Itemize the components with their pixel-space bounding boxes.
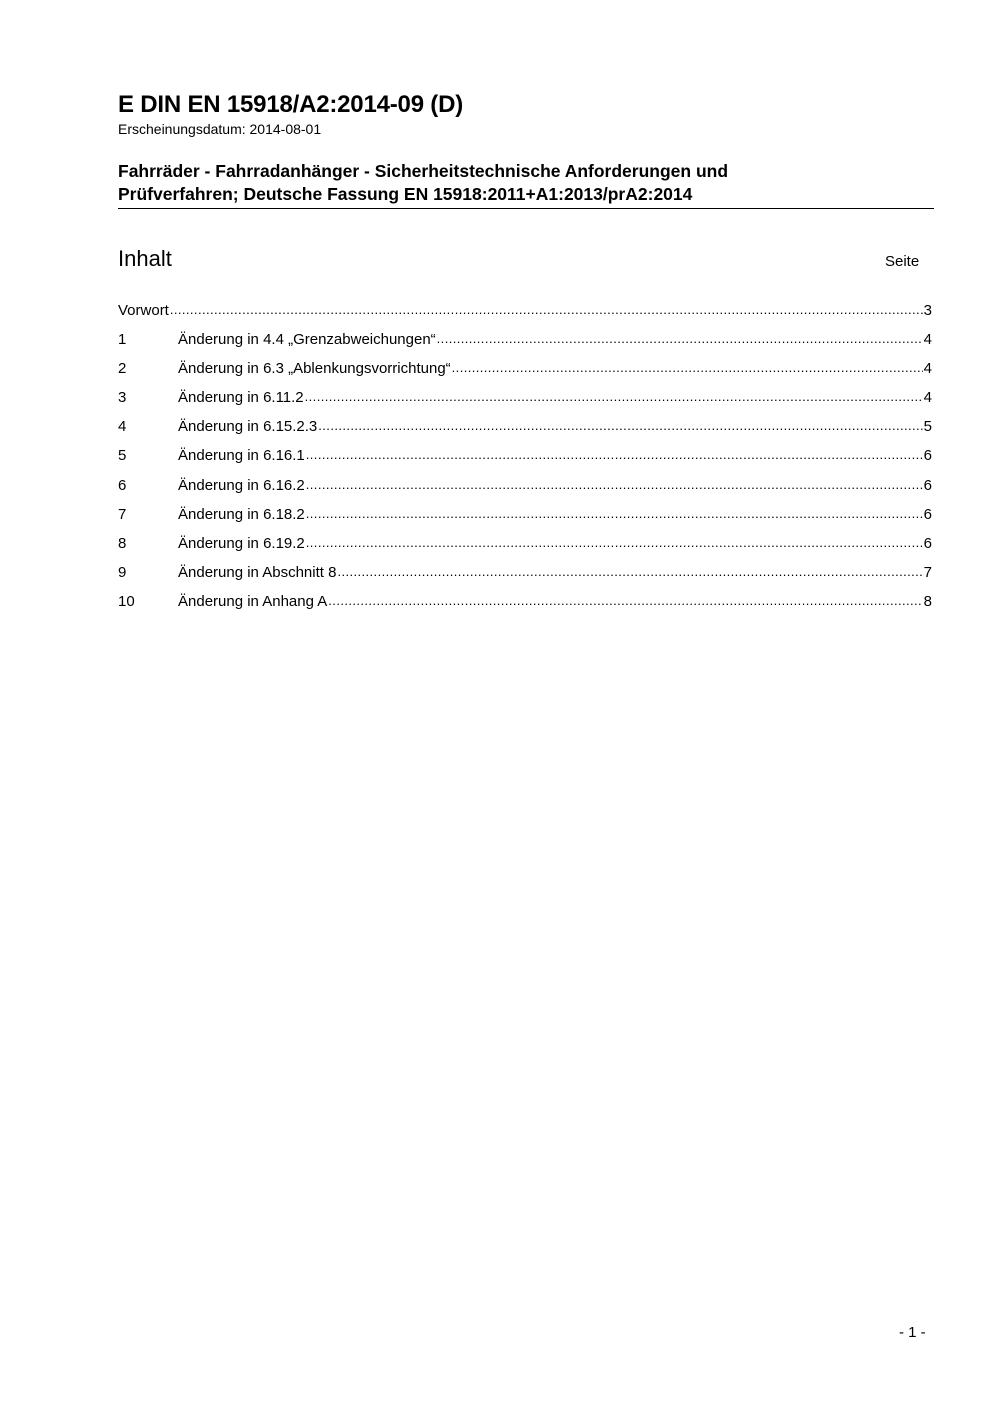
toc-entry-page: 3 (923, 302, 932, 319)
toc-dot-leader (306, 445, 923, 460)
publication-date: Erscheinungsdatum: 2014-08-01 (118, 121, 322, 137)
toc-entry-number: 2 (118, 360, 127, 378)
toc-entry-page: 4 (923, 360, 932, 378)
toc-dot-leader (437, 329, 923, 344)
toc-entry-title: Änderung in 6.16.1 (178, 447, 305, 465)
toc-entry-title: Änderung in 6.3 „Ablenkungsvorrichtung“ (178, 360, 451, 378)
table-of-contents (118, 300, 932, 620)
toc-entry[interactable] (118, 562, 932, 591)
toc-dot-leader (170, 300, 923, 315)
toc-entry-page: 5 (923, 418, 932, 436)
toc-entry-title: Änderung in 6.16.2 (178, 476, 305, 494)
toc-dot-leader (328, 591, 922, 606)
toc-entry-page: 6 (923, 476, 932, 494)
toc-dot-leader (318, 416, 922, 431)
toc-entry-title: Änderung in 6.15.2.3 (178, 418, 318, 436)
toc-entry-page: 6 (923, 447, 932, 465)
toc-entry-title: Änderung in Anhang A (178, 592, 328, 610)
document-id: E DIN EN 15918/A2:2014-09 (D) (118, 91, 464, 118)
toc-dot-leader (337, 562, 922, 577)
toc-dot-leader (452, 358, 923, 373)
toc-entry-number: 1 (118, 331, 127, 349)
toc-entry-title: Vorwort (118, 302, 169, 319)
title-line-2: Prüfverfahren; Deutsche Fassung EN 15918:2011+A1:2013/prA2:2014 (118, 184, 693, 204)
toc-entry[interactable] (118, 591, 932, 620)
toc-entry-number: 9 (118, 563, 127, 581)
toc-dot-leader (306, 533, 923, 548)
toc-dot-leader (306, 475, 923, 490)
toc-entry[interactable] (118, 504, 932, 533)
toc-entry[interactable] (118, 416, 932, 445)
toc-entry-title: Änderung in 6.19.2 (178, 534, 305, 552)
toc-entry-title: Änderung in Abschnitt 8 (178, 563, 337, 581)
toc-dot-leader (305, 387, 923, 402)
toc-entry-page: 7 (923, 563, 932, 581)
toc-entry-number: 6 (118, 476, 127, 494)
document-title (118, 160, 934, 209)
toc-entry-title: Änderung in 4.4 „Grenzabweichungen“ (178, 331, 436, 349)
toc-entry[interactable] (118, 533, 932, 562)
toc-entry-number: 4 (118, 418, 127, 436)
toc-entry-page: 4 (923, 389, 932, 407)
toc-entry-page: 6 (923, 534, 932, 552)
page-number: - 1 - (899, 1324, 926, 1341)
title-line-1: Fahrräder - Fahrradanhänger - Sicherheitstechnische Anforderungen und (118, 161, 729, 181)
toc-entry-number: 3 (118, 389, 127, 407)
toc-page-column-label: Seite (885, 253, 920, 270)
toc-entry[interactable] (118, 387, 932, 416)
toc-entry-number: 7 (118, 505, 127, 523)
toc-entry-page: 4 (923, 331, 932, 349)
toc-entry[interactable] (118, 300, 932, 329)
toc-entry-page: 8 (923, 592, 932, 610)
toc-entry-number: 8 (118, 534, 127, 552)
toc-entry-page: 6 (923, 505, 932, 523)
toc-dot-leader (306, 504, 923, 519)
toc-heading: Inhalt (118, 246, 172, 271)
toc-entry[interactable] (118, 329, 932, 358)
toc-entry[interactable] (118, 358, 932, 387)
toc-entry-number: 5 (118, 447, 127, 465)
toc-entry-number: 10 (118, 592, 135, 610)
toc-entry-title: Änderung in 6.18.2 (178, 505, 305, 523)
toc-entry-title: Änderung in 6.11.2 (178, 389, 304, 407)
toc-entry[interactable] (118, 475, 932, 504)
toc-entry[interactable] (118, 445, 932, 474)
